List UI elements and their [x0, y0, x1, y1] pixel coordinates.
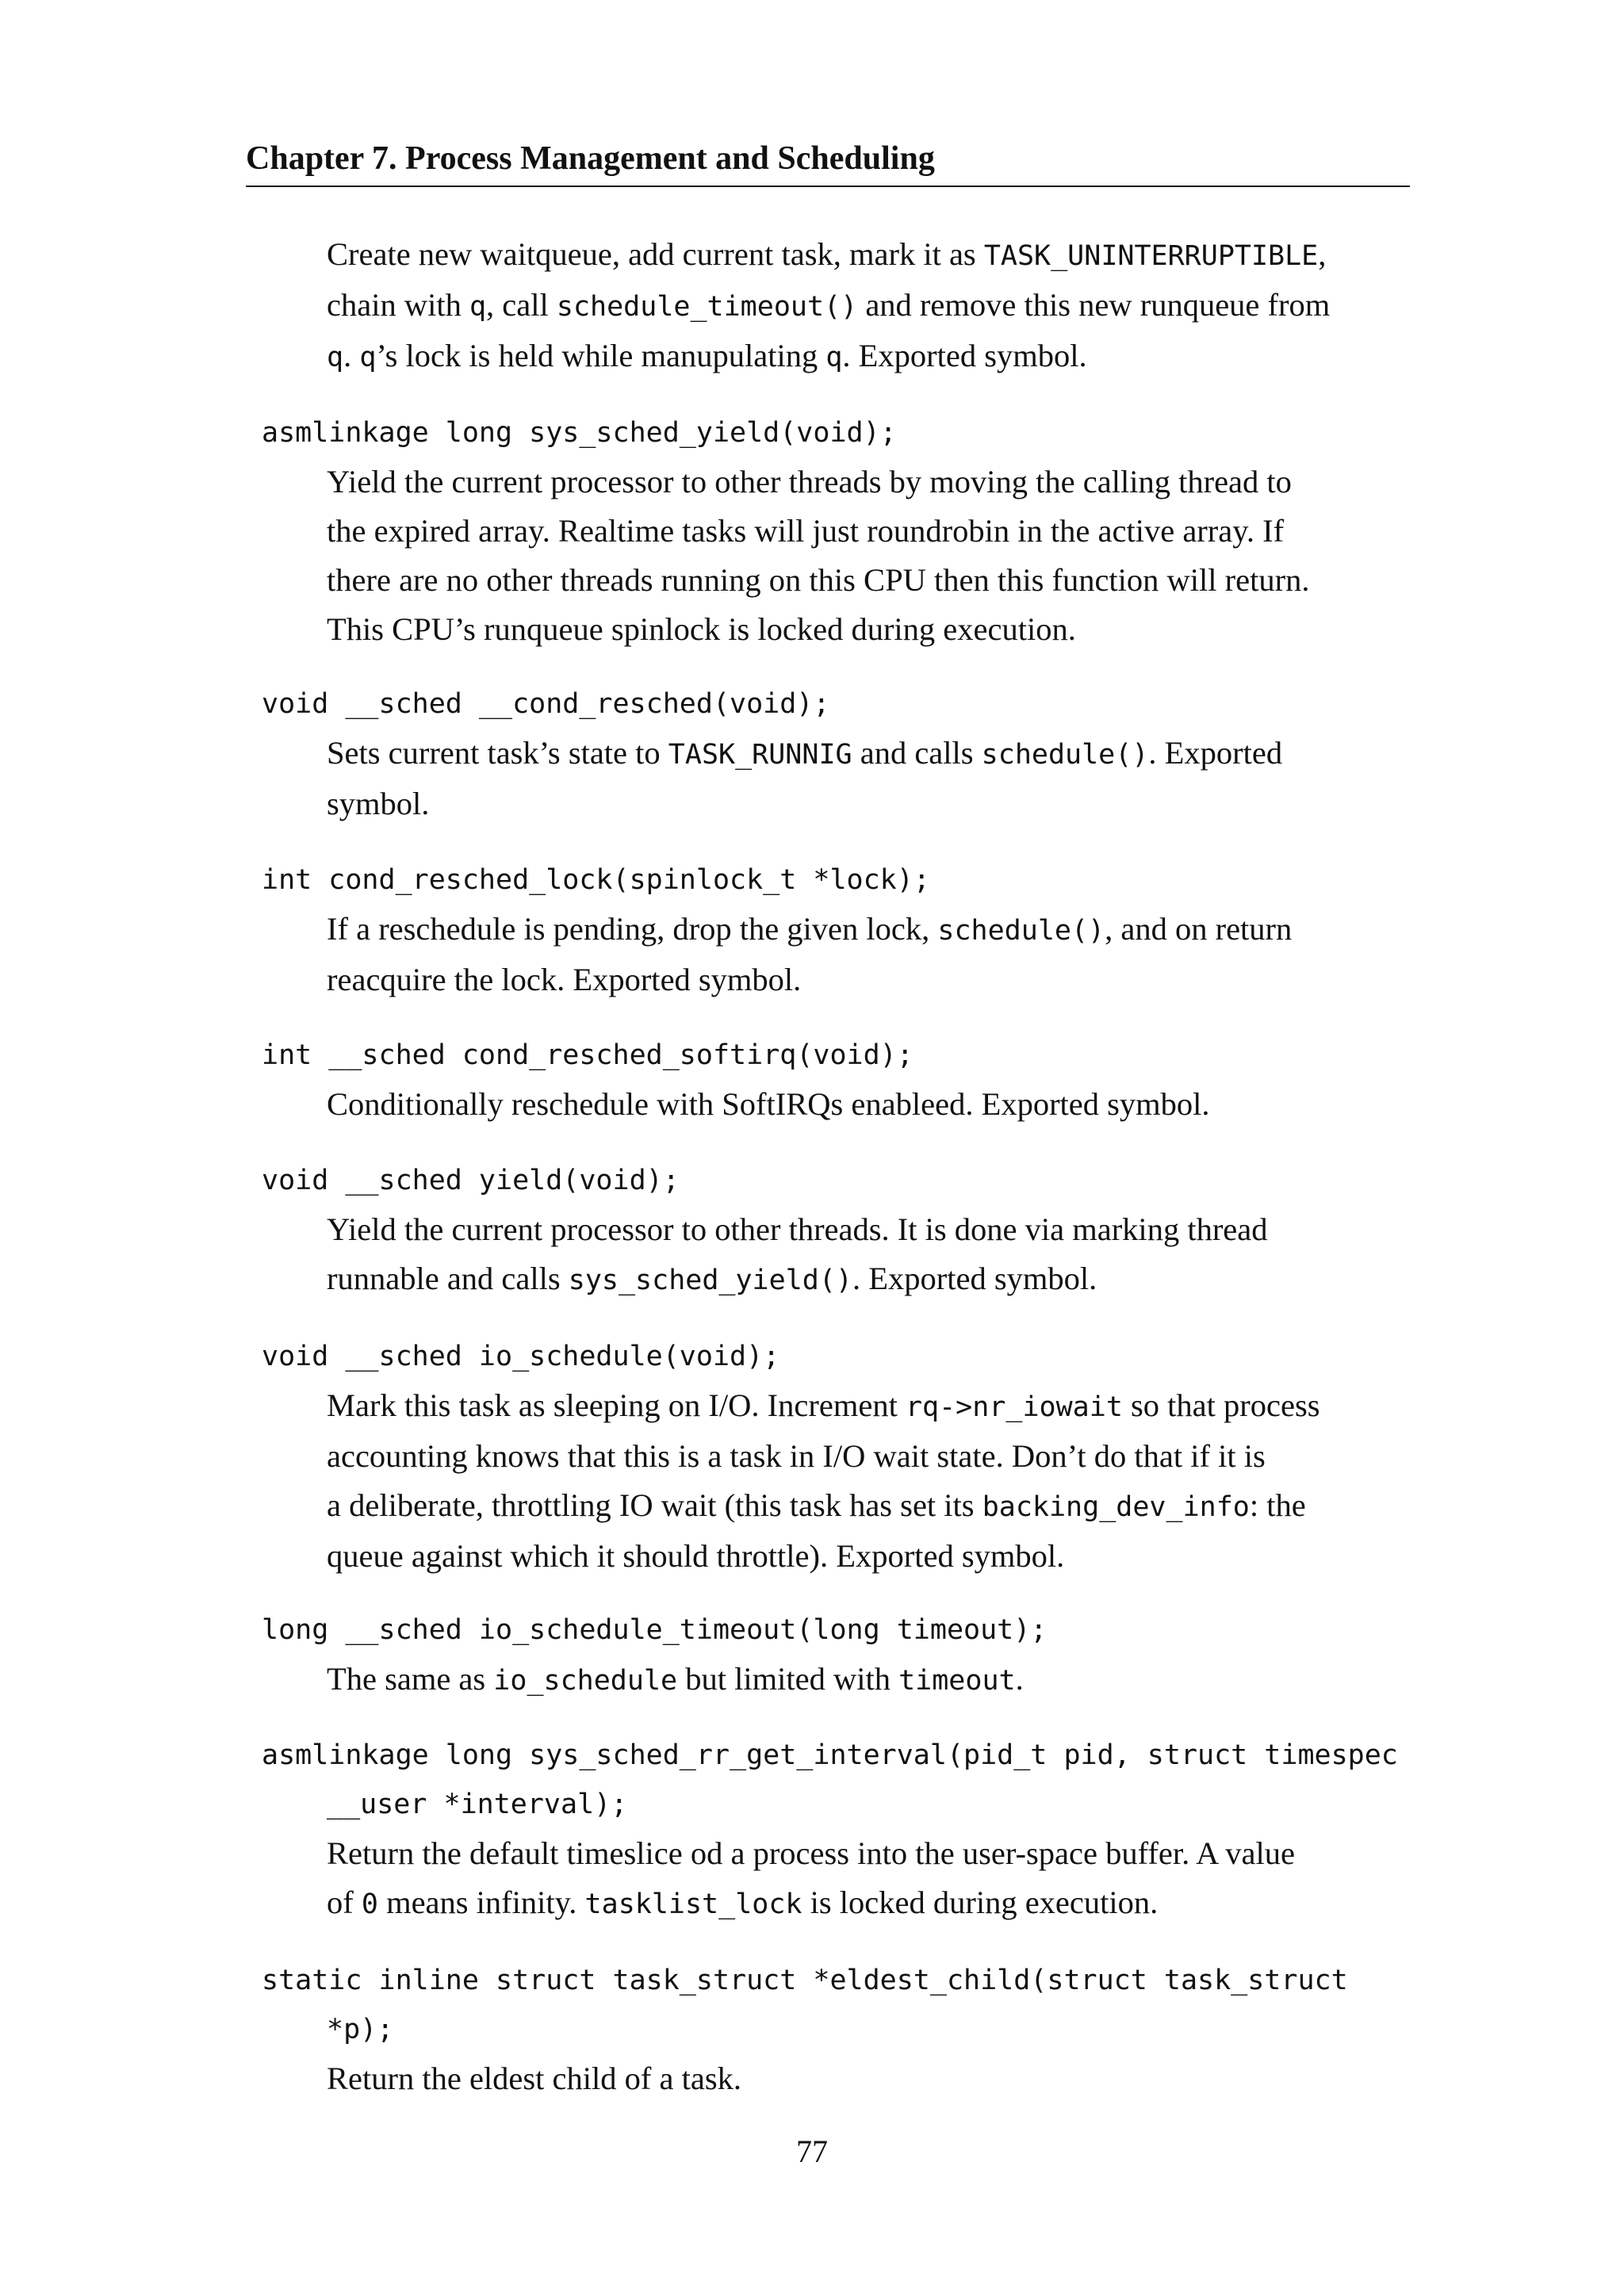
code-rq-nr-iowait: rq->nr_iowait [905, 1391, 1123, 1423]
intro-line-2: chain with q, call schedule_timeout() and remove this new runqueue from [327, 287, 1331, 323]
entry-io-schedule [262, 1332, 1410, 1581]
code-io-schedule: io_schedule [493, 1665, 678, 1697]
chapter-title: Chapter 7. Process Management and Scheduling [246, 140, 935, 177]
code-q: q [825, 342, 843, 373]
function-signature-continuation: *p); [327, 2014, 394, 2045]
function-description: Return the eldest child of a task. [327, 2061, 741, 2096]
page-number: 77 [796, 2133, 828, 2169]
code-q: q [327, 342, 344, 373]
function-description: Return the default timeslice od a process into the user-space buffer. A value of 0 means infinity. tasklist_lock is locked during execution. [327, 1835, 1295, 1920]
code-q: q [469, 291, 487, 323]
entry-sys-sched-yield [262, 408, 1410, 654]
code-timeout: timeout [898, 1665, 1016, 1697]
function-description: Yield the current processor to other threads by moving the calling thread to the expired array. Realtime tasks will just roundrobin in the active array. If there are no other threads running on this CPU then this function will return. This CPU’s runqueue spinlock is locked during execution. [327, 464, 1310, 647]
running-header [246, 140, 1410, 187]
code-task-runnig: TASK_RUNNIG [668, 739, 852, 771]
intro-line-1: Create new waitqueue, add current task, mark it as TASK_UNINTERRUPTIBLE, [327, 236, 1327, 272]
function-description: Mark this task as sleeping on I/O. Increment rq->nr_iowait so that process accounting knows that this is a task in I/O wait state. Don’t do that if it is a deliberate, throttling IO wait (this task has set its backing_dev_info: the queue against which it should throttle). Exported symbol. [327, 1387, 1320, 1574]
code-schedule: schedule() [937, 915, 1105, 947]
function-signature: asmlinkage long sys_sched_yield(void); [262, 417, 897, 449]
function-description: If a reschedule is pending, drop the given lock, schedule(), and on return reacquire the lock. Exported symbol. [327, 911, 1293, 997]
function-signature: int __sched cond_resched_softirq(void); [262, 1039, 914, 1071]
code-schedule: schedule() [981, 739, 1149, 771]
code-tasklist-lock: tasklist_lock [584, 1888, 802, 1920]
entry-sys-sched-rr-get-interval [262, 1731, 1410, 1929]
entry-cond-resched [262, 679, 1410, 828]
entry-io-schedule-timeout [262, 1605, 1410, 1705]
function-signature-continuation: __user *interval); [327, 1789, 628, 1820]
intro-line-3: q. q’s lock is held while manupulating q. Exported symbol. [327, 338, 1087, 373]
code-zero: 0 [361, 1888, 378, 1920]
function-description: The same as io_schedule but limited with timeout. [327, 1661, 1024, 1697]
code-sys-sched-yield: sys_sched_yield() [568, 1265, 852, 1296]
function-signature: int cond_resched_lock(spinlock_t *lock); [262, 864, 930, 896]
function-signature: void __sched io_schedule(void); [262, 1341, 780, 1372]
function-signature: void __sched __cond_resched(void); [262, 688, 830, 720]
function-signature: long __sched io_schedule_timeout(long timeout); [262, 1614, 1048, 1646]
function-description: Conditionally reschedule with SoftIRQs enableed. Exported symbol. [327, 1086, 1210, 1122]
code-backing-dev-info: backing_dev_info [982, 1491, 1250, 1523]
entry-yield [262, 1156, 1410, 1305]
entry-cond-resched-softirq [262, 1031, 1410, 1129]
code-q: q [359, 342, 377, 373]
function-description: Sets current task’s state to TASK_RUNNIG and calls schedule(). Exported symbol. [327, 735, 1283, 821]
function-signature: static inline struct task_struct *eldest_child(struct task_struct [262, 1965, 1348, 1996]
intro-paragraph [327, 230, 1410, 382]
function-signature: void __sched yield(void); [262, 1165, 680, 1196]
function-description: Yield the current processor to other threads. It is done via marking thread runnable and calls sys_sched_yield(). Exported symbol. [327, 1211, 1268, 1296]
entry-cond-resched-lock [262, 855, 1410, 1004]
function-signature: asmlinkage long sys_sched_rr_get_interval(pid_t pid, struct timespec [262, 1739, 1398, 1771]
code-task-uninterruptible: TASK_UNINTERRUPTIBLE [983, 240, 1319, 272]
code-schedule-timeout: schedule_timeout() [556, 291, 858, 323]
entry-eldest-child [262, 1956, 1410, 2103]
